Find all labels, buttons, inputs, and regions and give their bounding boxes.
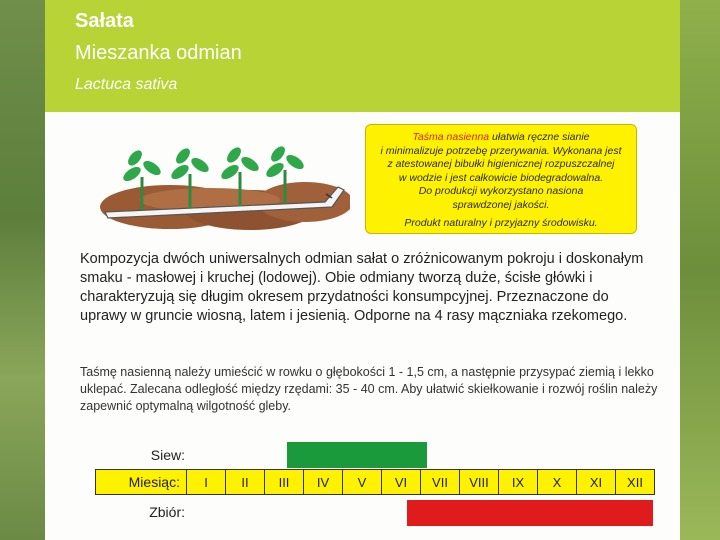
note-highlight: Taśma nasienna xyxy=(412,131,490,143)
note-line: ułatwia ręczne sianie xyxy=(489,131,590,143)
month-cell-III: III xyxy=(264,470,303,494)
month-cell-V: V xyxy=(342,470,381,494)
harvest-period-bar xyxy=(407,500,653,526)
note-line: z atestowanej bibułki higienicznej rozpuszczalnej xyxy=(387,158,615,170)
note-line: Do produkcji wykorzystano nasiona xyxy=(418,185,584,197)
packet-header xyxy=(45,0,680,112)
product-description: Kompozycja dwóch uniwersalnych odmian sałat o zróżnicowanym pokroju i doskonałym smaku - masłowej i kruchej (lodowej). Obie odmiany tworzą duże, ścisłe główki i charakteryzują się długim okresem przydatności konsumpcyjnej. Przeznaczone do uprawy w gruncie wiosną, latem i jesienią. Odporne na 4 rasy mączniaka rzekomego. xyxy=(80,251,644,324)
background-lettuce-left xyxy=(0,0,45,540)
note-eco-line: Produkt naturalny i przyjazny środowisku. xyxy=(404,217,598,229)
month-cell-IX: IX xyxy=(498,470,537,494)
seed-tape-illustration xyxy=(100,132,350,242)
background-lettuce-right xyxy=(680,0,720,540)
sowing-instructions: Taśmę nasienną należy umieścić w rowku o głębokości 1 - 1,5 cm, a następnie przysypać ziemią i lekko uklepać. Zalecana odległość między rzędami: 35 - 40 cm. Aby ułatwić skiełkowanie i rozwój roślin należy zapewnić optymalną wilgotność gleby. xyxy=(80,365,658,413)
month-label: Miesiąc: xyxy=(128,474,180,490)
sow-label: Siew: xyxy=(150,447,185,463)
month-cell-XII: XII xyxy=(615,470,654,494)
month-cell-I: I xyxy=(186,470,225,494)
month-cell-XI: XI xyxy=(576,470,615,494)
month-cell-VIII: VIII xyxy=(459,470,498,494)
note-line: sprawdzonej jakości. xyxy=(452,198,550,211)
month-cells xyxy=(186,470,654,494)
product-title: Sałata xyxy=(75,10,134,32)
month-cell-VII: VII xyxy=(420,470,459,494)
product-subtitle: Mieszanka odmian xyxy=(75,42,242,64)
seed-tape-info-box xyxy=(365,124,637,234)
month-calendar xyxy=(95,469,655,495)
note-line: w wodzie i jest całkowicie biodegradowalna. xyxy=(398,171,604,184)
month-cell-IV: IV xyxy=(303,470,342,494)
month-cell-X: X xyxy=(537,470,576,494)
packet-body xyxy=(45,112,680,540)
month-cell-VI: VI xyxy=(381,470,420,494)
month-cell-II: II xyxy=(225,470,264,494)
sow-period-bar xyxy=(287,442,427,468)
note-line: i minimalizuje potrzebę przerywania. Wykonana jest xyxy=(380,144,622,157)
harvest-label: Zbiór: xyxy=(149,504,185,520)
latin-name: Lactuca sativa xyxy=(75,76,178,93)
